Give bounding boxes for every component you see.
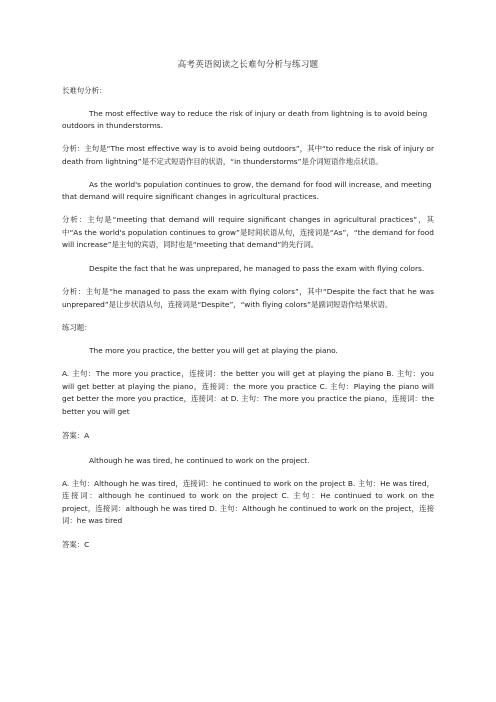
exercises-heading: 练习题： (62, 323, 92, 333)
exercise-answer-1: 答案：A (62, 430, 90, 440)
exercise-answer-2: 答案：C (62, 539, 90, 549)
exercise-options-2: A. 主句：Although he was tired，连接词：he continued to work on the project B. 主句：He was tired，连接词：although he continued to work on the project C. 主句：He continued to work on the project，连接词：although he was tired D. 主句：Although he continued to work on the project，连接词：he was tired (62, 478, 434, 526)
example-analysis-1: 分析：主句是“The most effective way is to avoid being outdoors”，其中“to reduce the risk of injury or death from lightning”是不定式短语作目的状语，“in thunderstorms”是介词短语作地点状语。 (62, 144, 434, 166)
example-analysis-3: 分析：主句是“he managed to pass the exam with flying colors”，其中“Despite the fact that he was unprepared”是让步状语从句，连接词是“Despite”，“with flying colors”是副词短语作结果状语。 (62, 286, 434, 309)
document-title: 高考英语阅读之长难句分析与练习题 (177, 60, 319, 70)
analysis-heading: 长难句分析： (62, 86, 107, 95)
example-sentence-3: Despite the fact that he was unprepared, he managed to pass the exam with flying colors. (89, 263, 425, 273)
example-sentence-2: As the world's population continues to grow, the demand for food will increase, and meeting that demand will require significant changes in agricultural practices. (62, 180, 432, 202)
example-analysis-2: 分析：主句是“meeting that demand will require significant changes in agricultural practices”，其中“As the world's population continues to grow”是时间状语从句，连接词是“As”，“the demand for food will increase”是主句的宾语，同时也是“meeting that demand”的先行词。 (62, 215, 434, 250)
example-sentence-1: The most effective way to reduce the risk of injury or death from lightning is to avoid being outdoors in thunderstorms. (62, 109, 428, 130)
exercise-sentence-2: Although he was tired, he continued to work on the project. (89, 455, 310, 465)
exercise-options-1: A. 主句：The more you practice，连接词：the better you will get at playing the piano B. 主句：you will get better at playing the piano，连接词：the more you practice C. 主句：Playing the piano will get better the more you practice，连接词：at D. 主句：The more you practice the piano，连接词：the better you will get (62, 369, 434, 416)
exercise-sentence-1: The more you practice, the better you will get at playing the piano. (89, 346, 338, 356)
